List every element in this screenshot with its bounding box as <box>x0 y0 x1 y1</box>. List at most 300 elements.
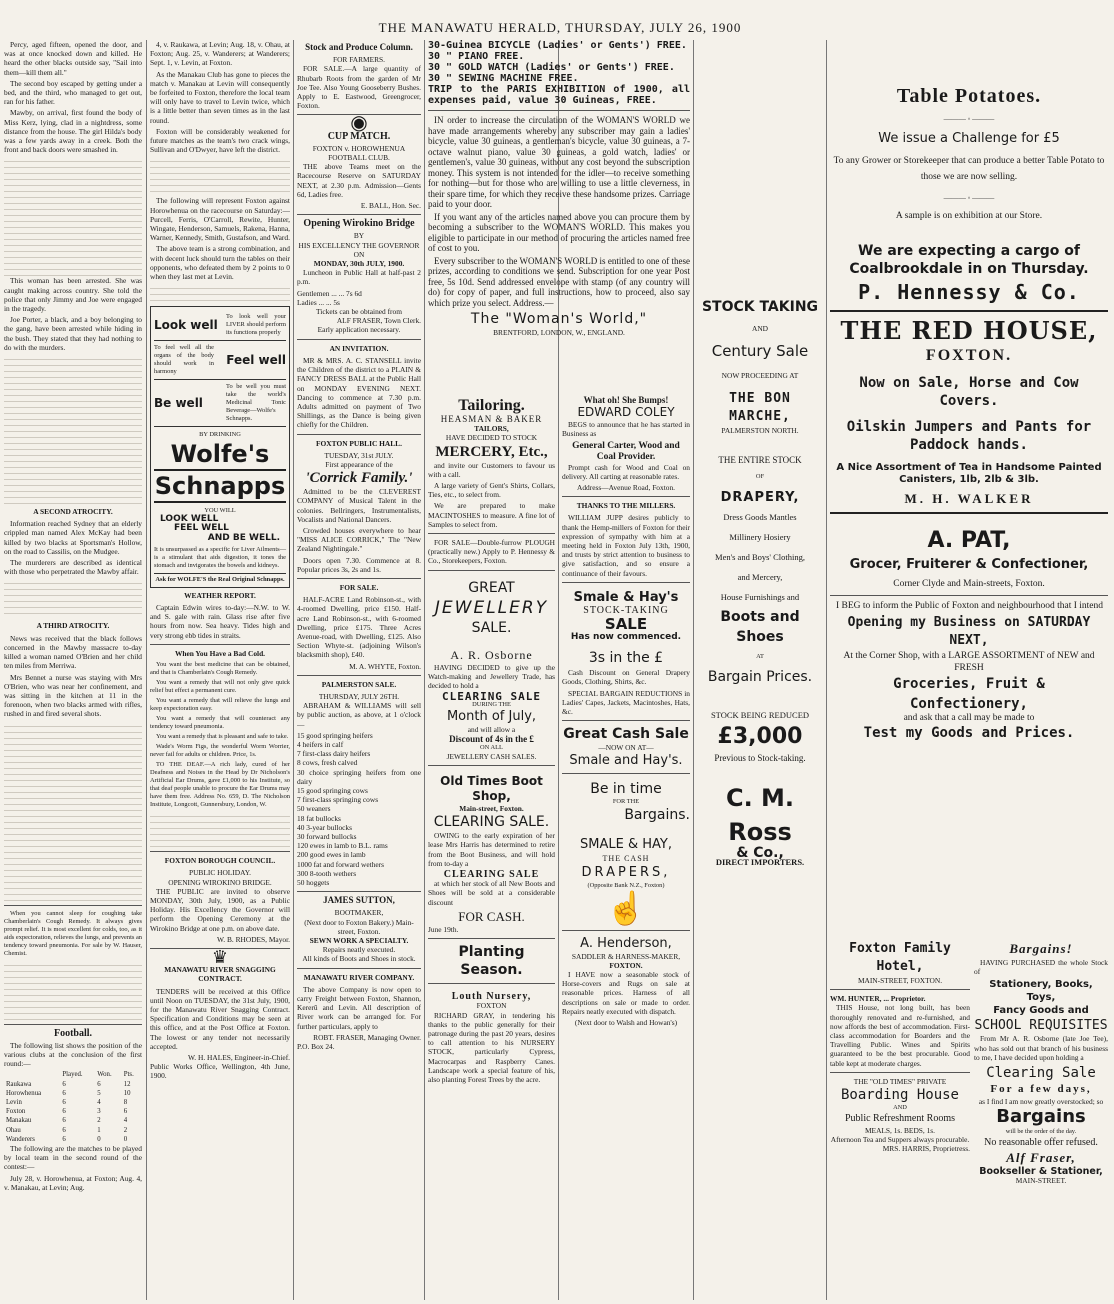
list-item: 15 good springing heifers <box>297 730 373 740</box>
table-cell: 3 <box>97 1108 101 1116</box>
table-cell: 8 <box>123 1098 128 1106</box>
table-cell: Wanderers <box>6 1135 35 1143</box>
divider <box>830 595 1108 596</box>
ad-headline: Great Cash Sale <box>563 726 689 743</box>
table-cell: 6 <box>97 1080 101 1088</box>
divider <box>297 968 421 969</box>
ad-headline: Groceries, Fruit & Confectionery, <box>893 675 1045 712</box>
ad-brand: Wolfe's <box>170 440 270 469</box>
ad-text: (Next door to Foxton Bakery.) Main-street, Foxton. <box>304 917 414 936</box>
ad-text: NOW PROCEEDING AT <box>721 371 799 381</box>
article-paragraph: Mrs Bennet a nurse was staying with Mrs O'Brien, who was near her confinement, and was sitting in the kitchen at 11 in the forenoon, when two blacks armed with rifles, rushed in and fired several shots. <box>4 672 142 719</box>
table-row <box>4 1080 142 1089</box>
ad-subheading: THE CASH <box>602 854 650 864</box>
ad-headline: Oilskin Jumpers and Pants for Paddock hands. <box>846 418 1092 453</box>
ad-headline: Table Potatoes. <box>896 85 1042 107</box>
ad-address: PALMERSTON NORTH. <box>721 426 799 436</box>
ad-address: Corner Clyde and Main-streets, Foxton. <box>893 578 1045 589</box>
ad-text: JEWELLERY CASH SALES. <box>446 751 537 761</box>
ad-heading: Look well <box>154 317 218 332</box>
ad-signature: E. BALL, Hon. Sec. <box>360 201 421 211</box>
notice-subheading: OPENING WIROKINO BRIDGE. <box>168 877 272 887</box>
ad-headline: DRAPERS, <box>581 864 671 880</box>
ad-text: Crowded houses everywhere to hear "MISS ALICE CORRICK," The "New Zealand Nightingale." <box>297 525 421 554</box>
ad-row <box>154 341 286 380</box>
table-cell: 6 <box>62 1126 66 1134</box>
divider <box>297 578 421 579</box>
ad-headline: DRAPERY, <box>720 489 800 505</box>
ad-headline: MERCERY, Etc., <box>435 443 548 460</box>
ad-headline: SALE <box>604 615 648 634</box>
ad-signature: MRS. HARRIS, Proprietress. <box>882 1144 970 1154</box>
ad-text: Tickets can be obtained from <box>316 307 402 317</box>
ad-address: Main-street, Foxton. <box>459 804 524 814</box>
notice-footer: Public Works Office, Wellington, 4th June, 1900. <box>150 1062 290 1081</box>
ad-text: Doors open 7.30. Commence at 8. Popular prices 3s, 2s and 1s. <box>297 555 421 574</box>
ad-headline: Test my Goods and Prices. <box>863 725 1075 742</box>
article-paragraph: 4, v. Raukawa, at Levin; Aug. 18, v. Ohau, at Foxton; Aug. 25, v. Wanderers; at Wanderers; Sept. 1, v. Levin, at Foxton. <box>150 40 290 68</box>
ad-headline: Fancy Goods and <box>993 1005 1089 1017</box>
list-item: 18 fat bullocks <box>297 813 341 823</box>
table-cell: 2 <box>97 1117 101 1125</box>
table-header: Played. <box>62 1071 83 1079</box>
divider <box>297 675 421 676</box>
table-cell: Levin <box>6 1098 22 1106</box>
ad-headline: 3s in the £ <box>588 650 664 667</box>
ad-headline: Public Refreshment Rooms <box>845 1113 955 1125</box>
table-cell: Manakau <box>6 1117 32 1125</box>
ad-text: BY DRINKING <box>199 431 241 439</box>
table-header: Won. <box>97 1071 112 1079</box>
divider <box>562 930 690 931</box>
ad-signature: ALF FRASER, Town Clerk. <box>336 316 421 326</box>
article-paragraph: You want a remedy that will not only give quick relief but effect a permanent cure. <box>150 679 290 695</box>
divider <box>428 765 555 766</box>
ad-name: EDWARD COLEY <box>577 405 675 420</box>
masthead: THE MANAWATU HERALD, THURSDAY, JULY 26, 1900 <box>378 20 742 35</box>
ad-heading: FOR SALE. <box>339 582 379 592</box>
ad-heading: FOXTON PUBLIC HALL. <box>316 438 402 448</box>
list-item: 8 cows, fresh calved <box>297 758 358 768</box>
ad-subheading: DIRECT IMPORTERS. <box>715 857 805 868</box>
ad-name: A. Henderson, <box>580 935 672 951</box>
ad-headline: Grocer, Fruiterer & Confectioner, <box>849 556 1089 572</box>
divider <box>830 310 1108 312</box>
ad-address: Address—Avenue Road, Foxton. <box>577 483 675 493</box>
pointing-hand-icon: ☝ <box>606 889 646 926</box>
table-row <box>4 1135 142 1144</box>
divider <box>4 1024 142 1025</box>
table-cell: 6 <box>62 1108 66 1116</box>
notice-heading: MANAWATU RIVER SNAGGING CONTRACT. <box>164 965 276 984</box>
prize-line: 30-Guinea BICYCLE (Ladies' or Gents') FREE. <box>428 40 687 51</box>
ad-row <box>154 310 286 341</box>
spacer <box>830 40 1108 84</box>
article-text-block <box>4 960 142 1020</box>
ad-text: Afternoon Tea and Suppers always procurable. <box>830 1135 970 1145</box>
ad-heading: Tailoring. <box>458 397 525 414</box>
ad-line: AND BE WELL. <box>207 532 280 543</box>
ad-date: TUESDAY, 31st JULY. <box>324 450 394 460</box>
crest-icon: ♛ <box>211 946 229 967</box>
table-row <box>4 1126 142 1135</box>
ad-name: M. H. WALKER <box>904 490 1034 506</box>
ad-text: HIS EXCELLENCY THE GOVERNOR <box>298 240 420 250</box>
ad-text: We are prepared to make MACINTOSHES to measure. A fine lot of Samples to select from. <box>428 501 555 529</box>
ad-text: FOR SALE—Double-furrow PLOUGH (practically new.) Apply to P. Hennessy & Co., Storekeepers, Foxton. <box>428 538 555 566</box>
ad-subheading: TAILORS, <box>474 424 509 434</box>
list-item: 7 first-class dairy heifers <box>297 749 371 759</box>
ad-row <box>154 380 286 427</box>
divider <box>297 339 421 340</box>
article-paragraph: Percy, aged fifteen, opened the door, and was at once knocked down and killed. He heard the other blacks outside say, "Sail into them—kill them all." <box>4 40 142 77</box>
ad-headline: SCHOOL REQUISITES <box>974 1018 1108 1034</box>
divider <box>297 214 421 215</box>
article-paragraph: Mawby, on arrival, first found the body of Miss Kerz, lying, clad in a nightdress, some distance from the house. The girl Hilda's body was a few yards away in a creek. Both the front and back doors were smashed in. <box>4 108 142 155</box>
article-paragraph: Foxton will be considerably weakened for future matches as the team's two crack wings, Sullivan and O'Dwyer, have left the district. <box>150 126 290 155</box>
ad-heading: MANAWATU RIVER COMPANY. <box>303 972 415 982</box>
column-ads-3 <box>297 40 421 1300</box>
ad-brand: THE RED HOUSE, <box>840 315 1098 345</box>
ad-brand: & Co., <box>736 845 784 862</box>
ad-text: YOU WILL <box>204 507 236 515</box>
ad-headline: Old Times Boot Shop, <box>440 774 543 804</box>
ad-headline: Be in time <box>590 781 662 798</box>
ad-signature: M. A. WHYTE, Foxton. <box>349 661 421 671</box>
ad-text: Cash Discount on General Drapery Goods, Clothing, Shirts, &c. <box>562 668 690 687</box>
article-paragraph: Wade's Worm Figs, the wonderful Worm Worrier, never fail for adults or children. Price, 1s. <box>150 743 290 759</box>
list-item: 30 forward bullocks <box>297 832 357 842</box>
article-paragraph: The following will represent Foxton against Horowhenua on the racecourse on Saturday:—Purcell, Ferris, O'Carroll, Rewite, Hunter, Wingate, Henderson, Samuels, Rakena, Hanna, Warner, Kennedy, Smith, Gustafson, and Ward. <box>150 196 290 243</box>
ad-headline: Boarding House <box>840 1087 959 1104</box>
divider <box>150 644 290 645</box>
section-heading: WEATHER REPORT. <box>184 590 256 600</box>
ad-heading: What oh! She Bumps! <box>583 396 669 405</box>
divider <box>150 851 290 852</box>
column-rule <box>293 40 294 1300</box>
ad-text: as I find I am now greatly overstocked; so <box>978 1097 1104 1107</box>
ad-item: House Furnishings and <box>720 591 800 602</box>
table-header: Pts. <box>123 1071 134 1079</box>
ad-subheading: Bookseller & Stationer, <box>979 1166 1103 1178</box>
ad-address: BRENTFORD, LONDON, W., ENGLAND. <box>493 328 625 337</box>
ad-headline: Smale & Hay's <box>573 589 679 605</box>
ad-brand: A. PAT, <box>927 527 1011 553</box>
ad-headline: Louth Nursery, <box>451 991 532 1003</box>
ad-text: STOCK BEING REDUCED <box>710 709 810 720</box>
divider <box>830 989 970 990</box>
divider <box>297 891 421 892</box>
ad-text: SPECIAL BARGAIN REDUCTIONS in Ladies' Capes, Jackets, Macintoshes, Hats, &c. <box>562 688 690 717</box>
table-cell: 1 <box>97 1126 101 1134</box>
column-rule <box>826 40 827 1300</box>
ad-headline: We are expecting a cargo of Coalbrookdale in on Thursday. <box>849 242 1089 277</box>
divider <box>428 983 555 984</box>
ad-text: MR & MRS. A. C. STANSELL invite the Children of the district to a PLAIN & FANCY DRESS BALL at the Public Hall on MONDAY EVENING NEXT. Dancing to commence at 7.30 p.m. Adults admitted on payment of Two Shillings, as the Dance is being given chiefly for the Children. <box>297 355 421 430</box>
ad-text: To any Grower or Storekeeper that can produce a better Table Potato to those we are now selling. <box>833 156 1105 183</box>
ad-heading: Be well <box>154 395 203 410</box>
table-cell: 0 <box>97 1135 101 1143</box>
ad-headline: Clearing Sale <box>986 1065 1096 1082</box>
ad-brand: P. Hennessy & Co. <box>858 279 1080 304</box>
ad-headline: Bargains <box>996 1106 1086 1128</box>
ad-headline: JEWELLERY <box>434 597 549 618</box>
table-cell: 0 <box>123 1135 128 1143</box>
ad-address: (Next door to Walsh and Howan's) <box>574 1018 678 1028</box>
ad-item: Dress Goods Mantles <box>723 511 797 522</box>
ad-heading: THANKS TO THE MILLERS. <box>576 501 676 511</box>
ad-subheading: THE "OLD TIMES" PRIVATE <box>853 1076 947 1086</box>
ad-line: LOOK WELL <box>160 514 219 525</box>
ad-address: FOXTON <box>476 1001 507 1011</box>
ad-heading: CUP MATCH. <box>327 130 391 142</box>
ad-headline: Opening my Business on SATURDAY NEXT, <box>847 614 1091 648</box>
ad-text: SEWN WORK A SPECIALTY. <box>309 936 409 946</box>
ad-price: MEALS, 1s. BEDS, 1s. <box>864 1126 936 1136</box>
list-item: 50 weaners <box>297 804 331 814</box>
ad-headline: STOCK TAKING <box>701 299 819 315</box>
table-cell: 6 <box>123 1108 128 1116</box>
ad-heading: JAMES SUTTON, <box>323 895 395 906</box>
column-news-2 <box>150 40 290 1300</box>
list-item: 1000 fat and forward wethers <box>297 859 385 869</box>
article-paragraph: You want a remedy that will counteract any tendency toward pneumonia. <box>150 715 290 731</box>
ad-headline: A Nice Assortment of Tea in Handsome Painted Canisters, 1lb, 2lb & 3lb. <box>836 461 1102 485</box>
ad-text: THIS House, not long built, has been thoroughly renovated and re-furnished, and now affords the best of accommodation. First-class accommodation for Boarders and the Travelling Public. Wines and Spirits guaranteed to be the best procurable. Good table kept at moderate charges. <box>830 1003 970 1068</box>
ad-text: ABRAHAM & WILLIAMS will sell by public auction, as above, at 1 o'clock— <box>297 701 421 729</box>
table-cell: Ohau <box>6 1126 21 1134</box>
divider <box>830 512 1108 514</box>
divider <box>562 773 690 774</box>
ad-subheading: STOCK-TAKING <box>583 604 669 616</box>
ad-item: Millinery Hosiery <box>729 531 791 542</box>
ad-text: THE ENTIRE STOCK <box>718 454 802 465</box>
ad-text: If you want any of the articles named above you can procure them by becoming a subscriber to the WOMAN'S WORLD. This makes you eligible to participate in our method of procuring the articles named free of cost to you. <box>428 211 690 253</box>
ad-item: and Mercery, <box>737 571 783 582</box>
ad-text: To be well you must take the world's Medicinal Tonic Beverage—Wolfe's Schnapps. <box>226 383 286 423</box>
wolfes-schnapps-ad <box>150 306 290 588</box>
ad-address: MAIN-STREET, FOXTON. <box>857 976 943 985</box>
column-ads-6 <box>830 40 1108 940</box>
section-heading: A THIRD ATROCITY. <box>36 621 110 631</box>
ad-headline: CLEARING SALE <box>443 869 540 881</box>
ad-headline: FOR CASH. <box>458 908 525 924</box>
ad-brand: C. M. Ross <box>725 784 795 847</box>
ad-date: THURSDAY, JULY 26TH. <box>318 691 400 701</box>
notice-signature: W. B. RHODES, Mayor. <box>216 934 290 944</box>
ad-text: Prompt cash for Wood and Coal on delivery. All carting at reasonable rates. <box>562 462 690 481</box>
article-paragraph: Joe Porter, a black, and a boy belonging to the gang, have been arrested while hiding in the bush. They stated that they had nothing to do with the murders. <box>4 315 142 352</box>
ad-headline: Foxton Family Hotel, <box>849 941 951 974</box>
ad-text: Early application necessary. <box>317 325 401 335</box>
ad-text: OWING to the early expiration of her lease Mrs Harris has determined to retire from the Boot Business, and will hold from to-day a <box>428 831 555 868</box>
article-text-block <box>150 156 290 196</box>
ad-text: Every subscriber to the WOMAN'S WORLD is entitled to one of these prizes, according to conditions we send. Subscription for one year Post free, 5s 10d. Send addressed envelope with stamp (of any country will do) for copy of paper, and full instructions, how to proceed, also say which prize you select. Address.— <box>428 255 690 308</box>
table-cell: Raukawa <box>6 1080 32 1088</box>
ad-text: ON <box>353 249 365 259</box>
list-item: 50 hoggets <box>297 878 330 888</box>
ad-headline: Month of July, <box>446 709 537 725</box>
article-paragraph: When you cannot sleep for coughing take Chamberlain's Cough Remedy. It always gives prompt relief. It is most excellent for colds, too, as it aids expectoration, relieves the lungs, and prevents an tendency toward pneumonia. For sale by W. Hauser, Chemist. <box>4 909 142 957</box>
ad-text: FOR THE <box>612 798 640 806</box>
ad-text: and invite our Customers to favour us with a call. <box>428 460 555 479</box>
ad-headline: CLEARING SALE <box>441 690 542 704</box>
ad-text: Previous to Stock-taking. <box>714 753 806 764</box>
ad-heading: Opening Wirokino Bridge <box>303 218 415 230</box>
article-paragraph: Captain Edwin wires to-day:—N.W. to W. and S. gale with rain. Glass rise after five hours from now. Sea heavy. Tides high and very strong ebb tides in straits. <box>150 603 290 640</box>
ad-text: will be the order of the day. <box>1005 1128 1077 1136</box>
ad-brand: The "Woman's World," <box>470 311 648 327</box>
ad-date: MONDAY, 30th JULY, 1900. <box>313 259 405 269</box>
table-cell: 12 <box>123 1080 131 1088</box>
ad-text: RICHARD GRAY, in tendering his thanks to the public generally for their patronage during the past 20 years, desires to call attention to his NURSERY STOCK, particularly Cypress, Macrocarpas and Raspberry Canes. Landscape work a special feature of his, also planting Forest Trees by the acre. <box>428 1010 555 1084</box>
article-paragraph: The murderers are described as identical with those who perpetrated the Mawby affair. <box>4 558 142 577</box>
section-heading: Football. <box>53 1027 93 1039</box>
ad-text: BEGS to announce that he has started in Business as <box>562 420 690 439</box>
list-item: 30 choice springing heifers from one dairy <box>297 767 421 786</box>
article-paragraph: The second boy escaped by getting under a bed, and the third, who managed to get out, ran for his father. <box>4 78 142 107</box>
ad-text: It is unsurpassed as a specific for Liver Ailments—is a stimulant that aids digestion, it tones the stomach and invigorates the bowels and kidneys. <box>154 545 286 569</box>
table-cell: 6 <box>62 1117 66 1125</box>
ad-text: To feel well all the organs of the body should work in harmony <box>154 344 214 376</box>
column-rule <box>693 40 694 1300</box>
ad-text: IN order to increase the circulation of the WOMAN'S WORLD we have made arrangements whereby any subscriber may gain a ladies' bicycle, value 30 guineas, a gentleman's bicycle, value 30 guineas, a 7-octave walnut piano, value 30 guineas, a gold watch, ladies' or gentlemen's, value 30 guineas, without any cost beyond the subscription money. This system is not intended for the idler—to receive something for nothing—but for those who are willing to use a little cleverness, in their spare time, for which they receive these handsome prizes. Carriage paid to your door. <box>428 115 690 209</box>
column-ads-5 <box>697 40 823 1300</box>
prize-line: 30 " PIANO FREE. <box>428 51 525 62</box>
table-cell: 10 <box>123 1089 131 1097</box>
football-table <box>4 1070 142 1144</box>
article-text-block <box>4 156 142 276</box>
ad-text: I HAVE now a seasonable stock of Horse-covers and Rugs on sale at reasonable prices. Harness of all descriptions on sale or made to order. Repairs neatly executed with dispatch. <box>562 970 690 1016</box>
article-paragraph: You want the best medicine that can be obtained, and that is Chamberlain's Cough Remedy. <box>150 661 290 677</box>
ad-subheading: SADDLER & HARNESS-MAKER, <box>571 951 681 961</box>
ad-text: HAVE DECIDED TO STOCK <box>445 433 538 443</box>
ad-text: I BEG to inform the Public of Foxton and neighbourhood that I intend <box>836 600 1104 611</box>
notice-text: TENDERS will be received at this Office until Noon on TUESDAY, the 31st July, 1900, for the Manawatu River Snagging Contract. Specification and Conditions may be seen at this office, and at the Post Office at Foxton. The lowest or any tender not necessarily accepted. <box>150 986 290 1051</box>
ad-headline: Now on Sale, Horse and Cow Covers. <box>859 374 1079 409</box>
table-cell: Foxton <box>6 1108 26 1116</box>
article-paragraph: The following list shows the position of the various clubs at the conclusion of the first round:— <box>4 1040 142 1069</box>
ad-text: HAVING PURCHASED the whole Stock of <box>974 958 1108 977</box>
ad-text: Admitted to be the CLEVEREST COMPANY of Musical Talent in the colonies. Bellringers, Instrumentalists, Vocalists and National Dancers. <box>297 487 421 524</box>
ad-item: Men's and Boys' Clothing, <box>715 551 805 562</box>
article-text-block <box>4 354 142 504</box>
divider <box>562 496 690 497</box>
table-cell: 4 <box>97 1098 101 1106</box>
ad-brand: Alf Fraser, <box>1006 1150 1076 1166</box>
ad-brand: Schnapps <box>154 469 286 503</box>
list-item: 120 ewes in lamb to B.L. rams <box>297 841 388 851</box>
ad-headline: THE BON MARCHE, <box>729 391 791 425</box>
column-rule <box>146 40 147 1300</box>
ad-text: Ask for WOLFE'S the Real Original Schnapps. <box>154 573 286 584</box>
article-paragraph: TO THE DEAF.—A rich lady, cured of her Deafness and Noises in the Head by Dr Nicholson's Artificial Ear Drums, gave £1,000 to his Institute, so that deaf people unable to procure the Ear Drums may have them free. Address No. 659, D. The Nicholson Institute, Longcott, Gunnersbury, London, W. <box>150 761 290 809</box>
ad-text: BY <box>353 231 365 241</box>
ad-headline: Boots and Shoes <box>720 608 800 645</box>
ad-headline: Century Sale <box>711 342 809 361</box>
prize-line: 30 " SEWING MACHINE FREE. <box>428 73 579 84</box>
ad-headline: CLEARING SALE. <box>433 814 550 831</box>
ad-amount: £3,000 <box>717 724 803 750</box>
table-row <box>4 1107 142 1116</box>
section-subheading: FOR FARMERS. <box>332 55 386 65</box>
ad-subheading: FOXTON v. HOROWHENUA FOOTBALL CLUB. <box>312 143 406 163</box>
ad-headline: Stationery, Books, Toys, <box>989 979 1093 1004</box>
ad-text: A large variety of Gent's Shirts, Collars, Ties, etc., to select from. <box>428 481 555 500</box>
ad-headline: We issue a Challenge for £5 <box>878 131 1060 147</box>
ad-text: ON ALL <box>480 743 503 751</box>
divider <box>428 570 555 571</box>
column-news-1 <box>4 40 142 1300</box>
table-row <box>4 1116 142 1125</box>
table-cell: 4 <box>123 1117 128 1125</box>
ad-headline: GREAT <box>468 579 515 596</box>
ad-heading: AN INVITATION. <box>329 343 389 353</box>
ad-text: Repairs neatly executed. <box>322 945 396 955</box>
ornament-icon: ——— ◦ ——— <box>943 114 995 123</box>
divider <box>4 905 142 906</box>
ad-headline: For a few days, <box>990 1083 1092 1096</box>
column-ads-6a <box>830 940 970 1300</box>
article-paragraph: The above team is a strong combination, and with decent luck should turn the tables on their opponents, who defeated them by 2 points to 0 when they last met at Levin. <box>150 244 290 282</box>
table-cell: 5 <box>97 1089 101 1097</box>
prize-line: TRIP to the PARIS EXHIBITION of 1900, all expenses paid, value 30 Guineas, FREE. <box>428 84 690 106</box>
ad-signature: ROBT. FRASER, Managing Owner. <box>313 1032 421 1042</box>
table-cell: 6 <box>62 1098 66 1106</box>
ad-headline: 'Corrick Family.' <box>305 470 413 487</box>
divider <box>562 720 690 721</box>
article-paragraph: Information reached Sydney that an elderly crippled man named Alex McKay had been killed by two blacks at Sportsman's Hollow, on the road to Cassilis, on the Mudgee. <box>4 519 142 556</box>
ad-headline: Planting Season. <box>458 944 525 979</box>
ad-heading: Feel well <box>226 352 286 367</box>
table-header-row <box>4 1070 142 1079</box>
article-paragraph: News was received that the black follows concerned in the Mawby massacre to-day killed a woman named O'Brien and her child ten miles from Merriwa. <box>4 633 142 671</box>
ad-headline: Bargains. <box>624 807 690 824</box>
ad-price: Ladies ... ... 5s <box>297 297 340 307</box>
article-paragraph: This woman has been arrested. She was caught making across country. She told the police that only Jimmy and Joe were engaged in the tragedy. <box>4 276 142 314</box>
ad-proprietor: WM. HUNTER, ... Proprietor. <box>830 994 926 1004</box>
ad-text: and ask that a call may be made to <box>903 712 1035 723</box>
list-item: 40 3-year bullocks <box>297 822 353 832</box>
ad-text: HALF-ACRE Land Robinson-st., with 4-roomed Dwelling, price £150. Half-acre Land Robinson-st., with 6-roomed Dwelling, price £175. Three Acres Avenue-road, with Dwelling, £125. Also Section Whyte-st. (adjoining Wilson's blacksmith shop), £40. <box>297 595 421 660</box>
ad-line: FEEL WELL <box>174 523 229 534</box>
ad-text: At the Corner Shop, with a LARGE ASSORTMENT of NEW and FRESH <box>843 650 1095 673</box>
prize-line: 30 " GOLD WATCH (Ladies' or Gents') FREE. <box>428 62 675 73</box>
list-item: 200 good ewes in lamb <box>297 850 366 860</box>
ad-date: June 19th. <box>428 924 459 934</box>
ad-text: WILLIAM JUPP desires publicly to thank the Hemp-millers of Foxton for their expression of sympathy with him at a meeting held in Foxton July 13th, 1900, and trusts by strict attention to business to give satisfaction, and so ensure a continuance of their favours. <box>562 513 690 578</box>
ad-text: All kinds of Boots and Shoes in stock. <box>302 954 416 964</box>
divider <box>562 582 690 583</box>
ad-text: Luncheon in Public Hall at half-past 2 p.m. <box>297 268 421 287</box>
column-rule <box>424 40 425 1300</box>
ad-text: AT <box>756 652 764 660</box>
ad-text: —NOW ON AT— <box>598 743 654 753</box>
table-row <box>4 1098 142 1107</box>
ad-headline: SALE. <box>471 619 512 636</box>
article-text-block <box>150 811 290 847</box>
divider <box>428 110 690 111</box>
notice-subheading: PUBLIC HOLIDAY. <box>188 868 251 878</box>
ad-text: and will allow a <box>467 725 516 735</box>
ad-headline: SMALE & HAY, <box>580 837 672 853</box>
ad-text: To look well your LIVER should perform its functions properly <box>226 313 286 337</box>
ad-text: From Mr A. R. Osborne (late Joe Tee), who has sold out that branch of his business to me, I have decided upon holding a <box>974 1034 1108 1062</box>
ad-text: First appearance of the <box>325 459 393 469</box>
ad-name: A. R. Osborne <box>450 647 533 662</box>
section-heading: When You Have a Bad Cold. <box>174 648 266 658</box>
ad-text: at which her stock of all New Boots and Shoes will be sold at a considerable discount <box>428 879 555 907</box>
